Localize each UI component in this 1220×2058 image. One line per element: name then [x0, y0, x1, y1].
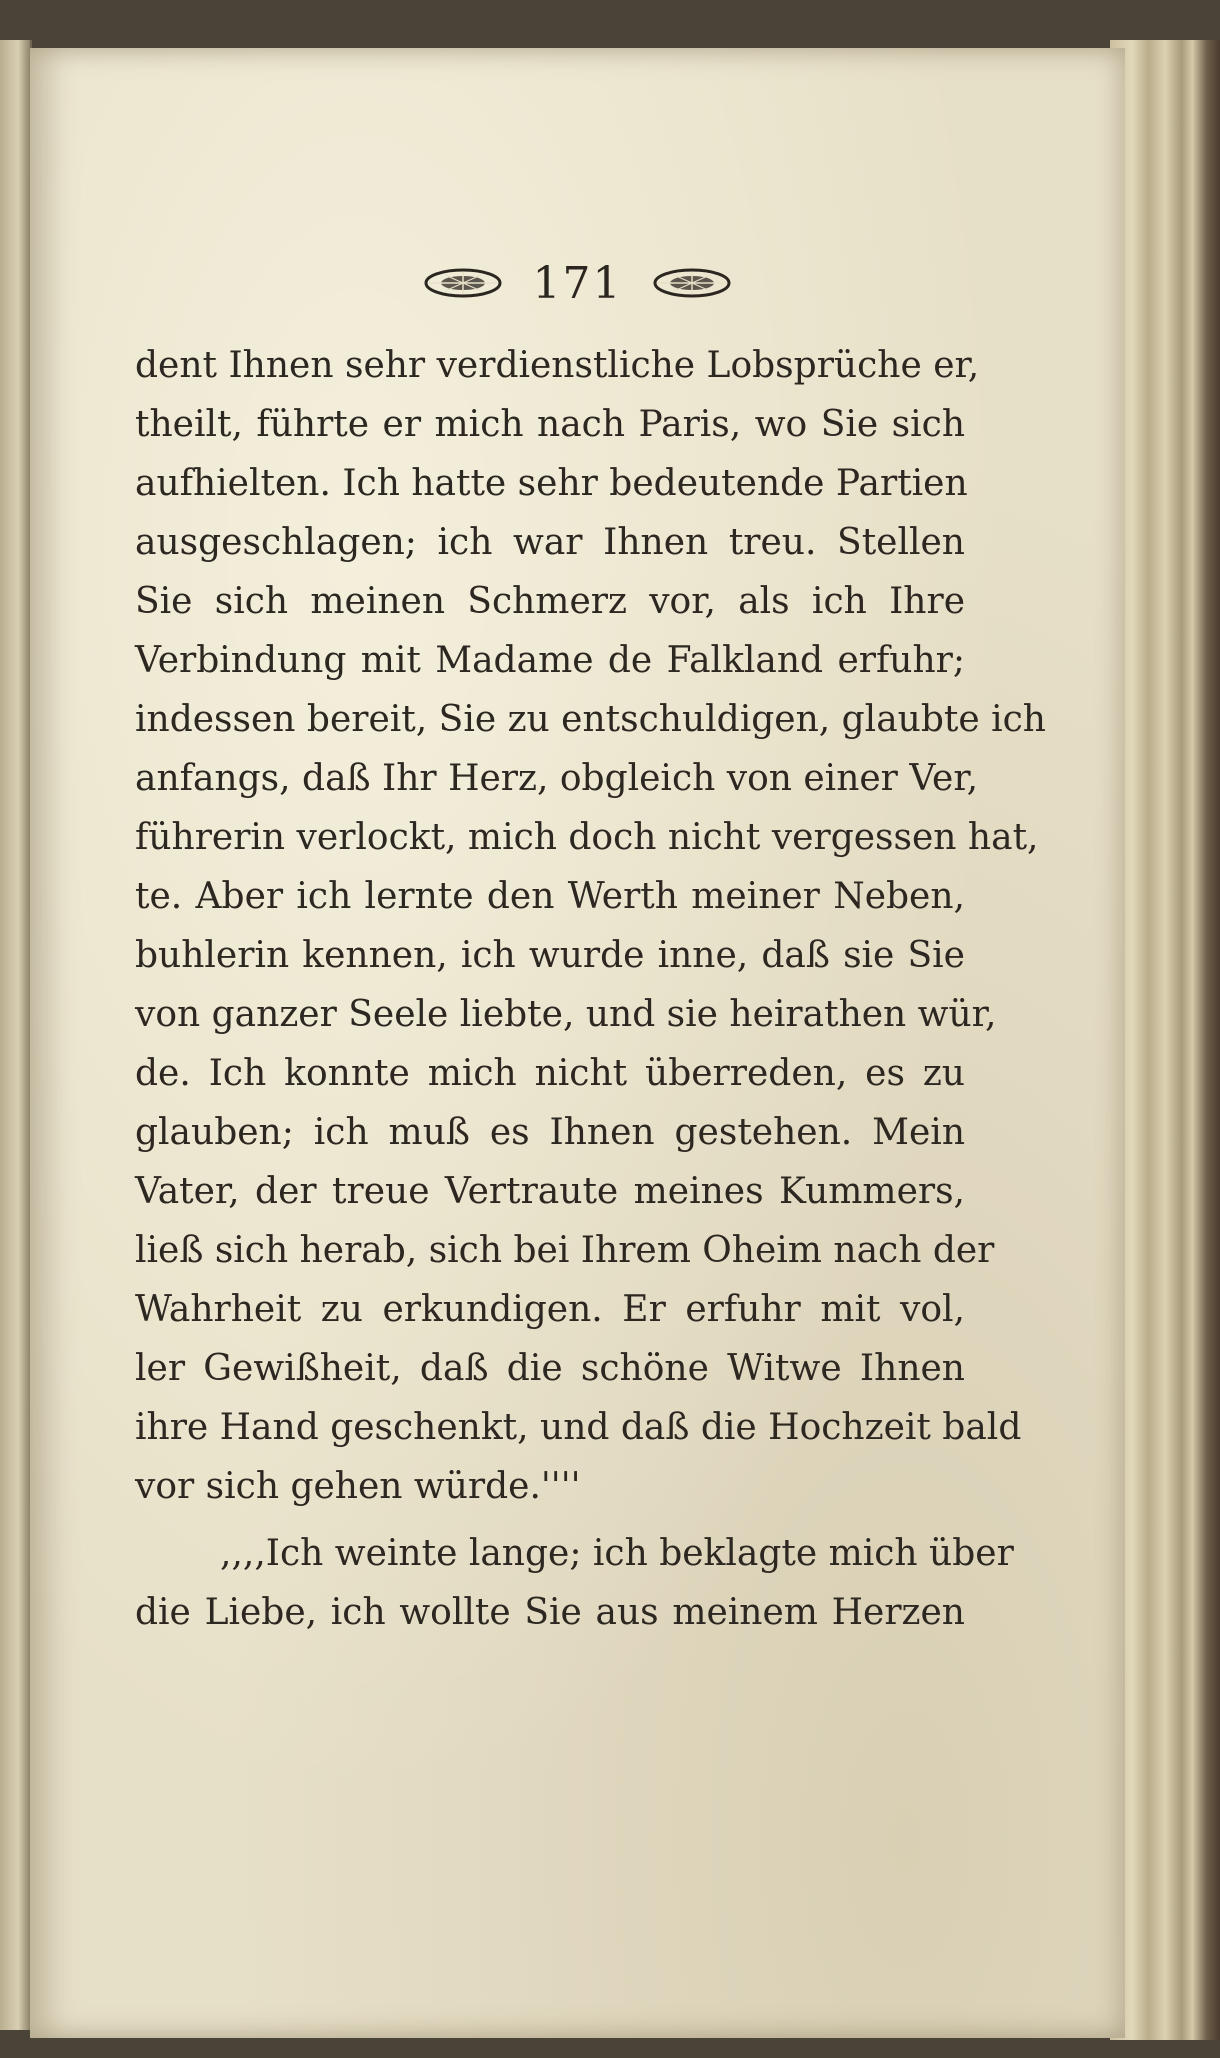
previous-page-edge [0, 40, 32, 2030]
right-floral-ornament-icon [652, 266, 732, 300]
text-line: die Liebe, ich wollte Sie aus meinem Herzen [135, 1592, 965, 1633]
paragraph [135, 336, 1046, 1516]
text-line: ler Gewißheit, daß die schöne Witwe Ihnen [135, 1348, 965, 1389]
text-line: dent Ihnen sehr verdienstliche Lobsprüche er, [135, 345, 980, 386]
page-header [30, 248, 1125, 318]
text-line: de. Ich konnte mich nicht überreden, es zu [135, 1053, 965, 1094]
text-line: ließ sich herab, sich bei Ihrem Oheim nach der [135, 1230, 995, 1271]
left-floral-ornament-icon [423, 266, 503, 300]
text-line: ausgeschlagen; ich war Ihnen treu. Stellen [135, 522, 965, 563]
text-line: anfangs, daß Ihr Herz, obgleich von einer Ver, [135, 758, 979, 799]
text-line: ,,,,Ich weinte lange; ich beklagte mich über [220, 1533, 1014, 1574]
book-page [30, 48, 1125, 2038]
text-line: indessen bereit, Sie zu entschuldigen, glaubte ich [135, 699, 1046, 740]
text-line: aufhielten. Ich hatte sehr bedeutende Partien [135, 463, 968, 504]
text-line: Vater, der treue Vertraute meines Kummers, [135, 1171, 965, 1212]
page-stack-edges [1110, 40, 1220, 2040]
text-line: vor sich gehen würde.'''' [135, 1466, 581, 1507]
text-line: buhlerin kennen, ich wurde inne, daß sie Sie [135, 935, 965, 976]
paragraph-gap [135, 1516, 965, 1524]
text-line: te. Aber ich lernte den Werth meiner Neben, [135, 876, 965, 917]
text-line: Verbindung mit Madame de Falkland erfuhr; [135, 640, 965, 681]
text-line: glauben; ich muß es Ihnen gestehen. Mein [135, 1112, 965, 1153]
text-line: Sie sich meinen Schmerz vor, als ich Ihre [135, 581, 965, 622]
text-line: ihre Hand geschenkt, und daß die Hochzeit bald [135, 1407, 1022, 1448]
text-line: theilt, führte er mich nach Paris, wo Sie sich [135, 404, 965, 445]
text-line: Wahrheit zu erkundigen. Er erfuhr mit vol, [135, 1289, 965, 1330]
body-text [135, 336, 1046, 1642]
page-number: 171 [532, 257, 623, 309]
text-line: führerin verlockt, mich doch nicht vergessen hat, [135, 817, 1039, 858]
paragraph [135, 1524, 1014, 1642]
text-line: von ganzer Seele liebte, und sie heirathen wür, [135, 994, 997, 1035]
